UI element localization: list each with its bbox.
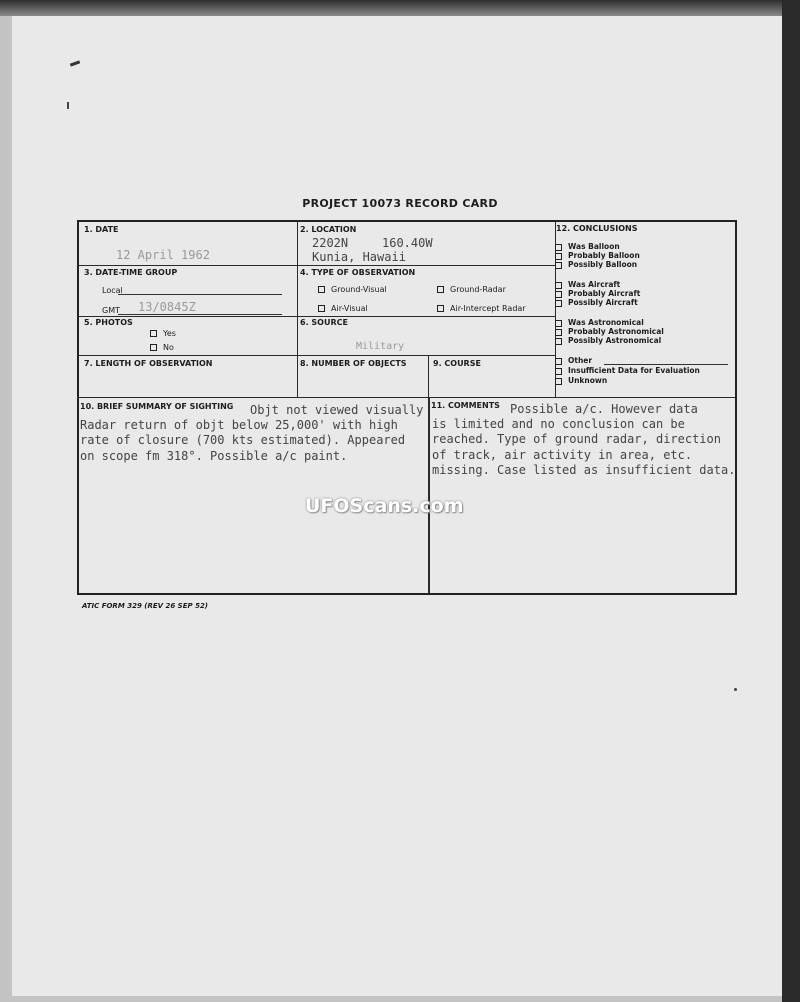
scan-mark [734,688,737,691]
conclusion-item: Probably Balloon [555,251,640,260]
local-line [118,294,282,295]
conclusion-item: Other [555,356,592,365]
comments-line1: Possible a/c. However data [510,402,698,416]
gmt-line [118,314,282,315]
checkbox-icon [555,329,562,336]
checkbox-icon [555,282,562,289]
checkbox-icon [555,291,562,298]
conclusion-item: Possibly Astronomical [555,336,661,345]
opt-ground-radar: Ground-Radar [437,285,506,294]
local-label: Local [102,286,123,295]
conclusion-item: Possibly Balloon [555,260,637,269]
scan-top-edge [0,0,800,16]
location-place: Kunia, Hawaii [312,250,406,264]
checkbox-icon [555,378,562,385]
checkbox-icon [555,368,562,375]
location-lon: 160.40W [382,236,433,250]
row-divider [79,265,555,266]
checkbox-icon [437,305,444,312]
summary-text: Radar return of objt below 25,000' with high rate of closure (700 kts estimated). Appeared on scope fm 318°. Possible a/c paint. [80,418,406,463]
opt-air-visual: Air-Visual [318,304,368,313]
photos-label: 5. PHOTOS [84,318,133,327]
conclusion-item: Was Balloon [555,242,620,251]
conclusion-item: Insufficient Data for Evaluation [555,366,700,375]
other-line [604,364,728,365]
watermark: UFOScans.com [305,495,464,517]
row-divider [79,355,555,356]
summary-label: 10. BRIEF SUMMARY OF SIGHTING [80,402,234,411]
scan-right-edge [782,0,800,1002]
checkbox-icon [555,244,562,251]
gmt-label: GMT [102,306,120,315]
obs-type-label: 4. TYPE OF OBSERVATION [300,268,416,277]
conclusion-item: Probably Aircraft [555,289,640,298]
checkbox-icon [555,300,562,307]
location-label: 2. LOCATION [300,225,357,234]
checkbox-icon [555,320,562,327]
length-label: 7. LENGTH OF OBSERVATION [84,359,213,368]
checkbox-icon [318,305,325,312]
card-title: PROJECT 10073 RECORD CARD [302,197,498,210]
conclusion-item: Probably Astronomical [555,327,664,336]
conclusion-item: Unknown [555,376,607,385]
location-lat: 2202N [312,236,349,250]
source-value: Military [356,341,405,352]
summary-line1: Objt not viewed visually [250,403,424,417]
num-objects-label: 8. NUMBER OF OBJECTS [300,359,407,368]
checkbox-icon [150,330,157,337]
course-label: 9. COURSE [433,359,481,368]
conclusions-label: 12. CONCLUSIONS [556,224,638,233]
source-label: 6. SOURCE [300,318,348,327]
form-number: ATIC FORM 329 (REV 26 SEP 52) [82,602,209,610]
conclusion-item: Was Aircraft [555,280,620,289]
checkbox-icon [555,358,562,365]
opt-air-intercept: Air-Intercept Radar [437,304,526,313]
checkbox-icon [555,338,562,345]
comments-label: 11. COMMENTS [431,401,500,410]
photos-yes: Yes [150,329,176,338]
checkbox-icon [318,286,325,293]
checkbox-icon [555,262,562,269]
dtg-label: 3. DATE-TIME GROUP [84,268,178,277]
date-value: 12 April 1962 [116,248,210,262]
conclusion-item: Possibly Aircraft [555,298,638,307]
photos-no: No [150,343,174,352]
scan-mark [67,102,69,109]
comments-text: is limited and no conclusion can be reached. Type of ground radar, direction of track, air activity in area, etc. missing. Case listed as insufficient data. [432,417,736,478]
opt-ground-visual: Ground-Visual [318,285,387,294]
checkbox-icon [437,286,444,293]
checkbox-icon [150,344,157,351]
date-label: 1. DATE [84,225,119,234]
gmt-value: 13/0845Z [138,300,196,314]
conclusion-item: Was Astronomical [555,318,644,327]
checkbox-icon [555,253,562,260]
col-divider [428,355,429,397]
col-divider [297,222,298,397]
row-divider [79,316,555,317]
row-divider [79,397,735,398]
